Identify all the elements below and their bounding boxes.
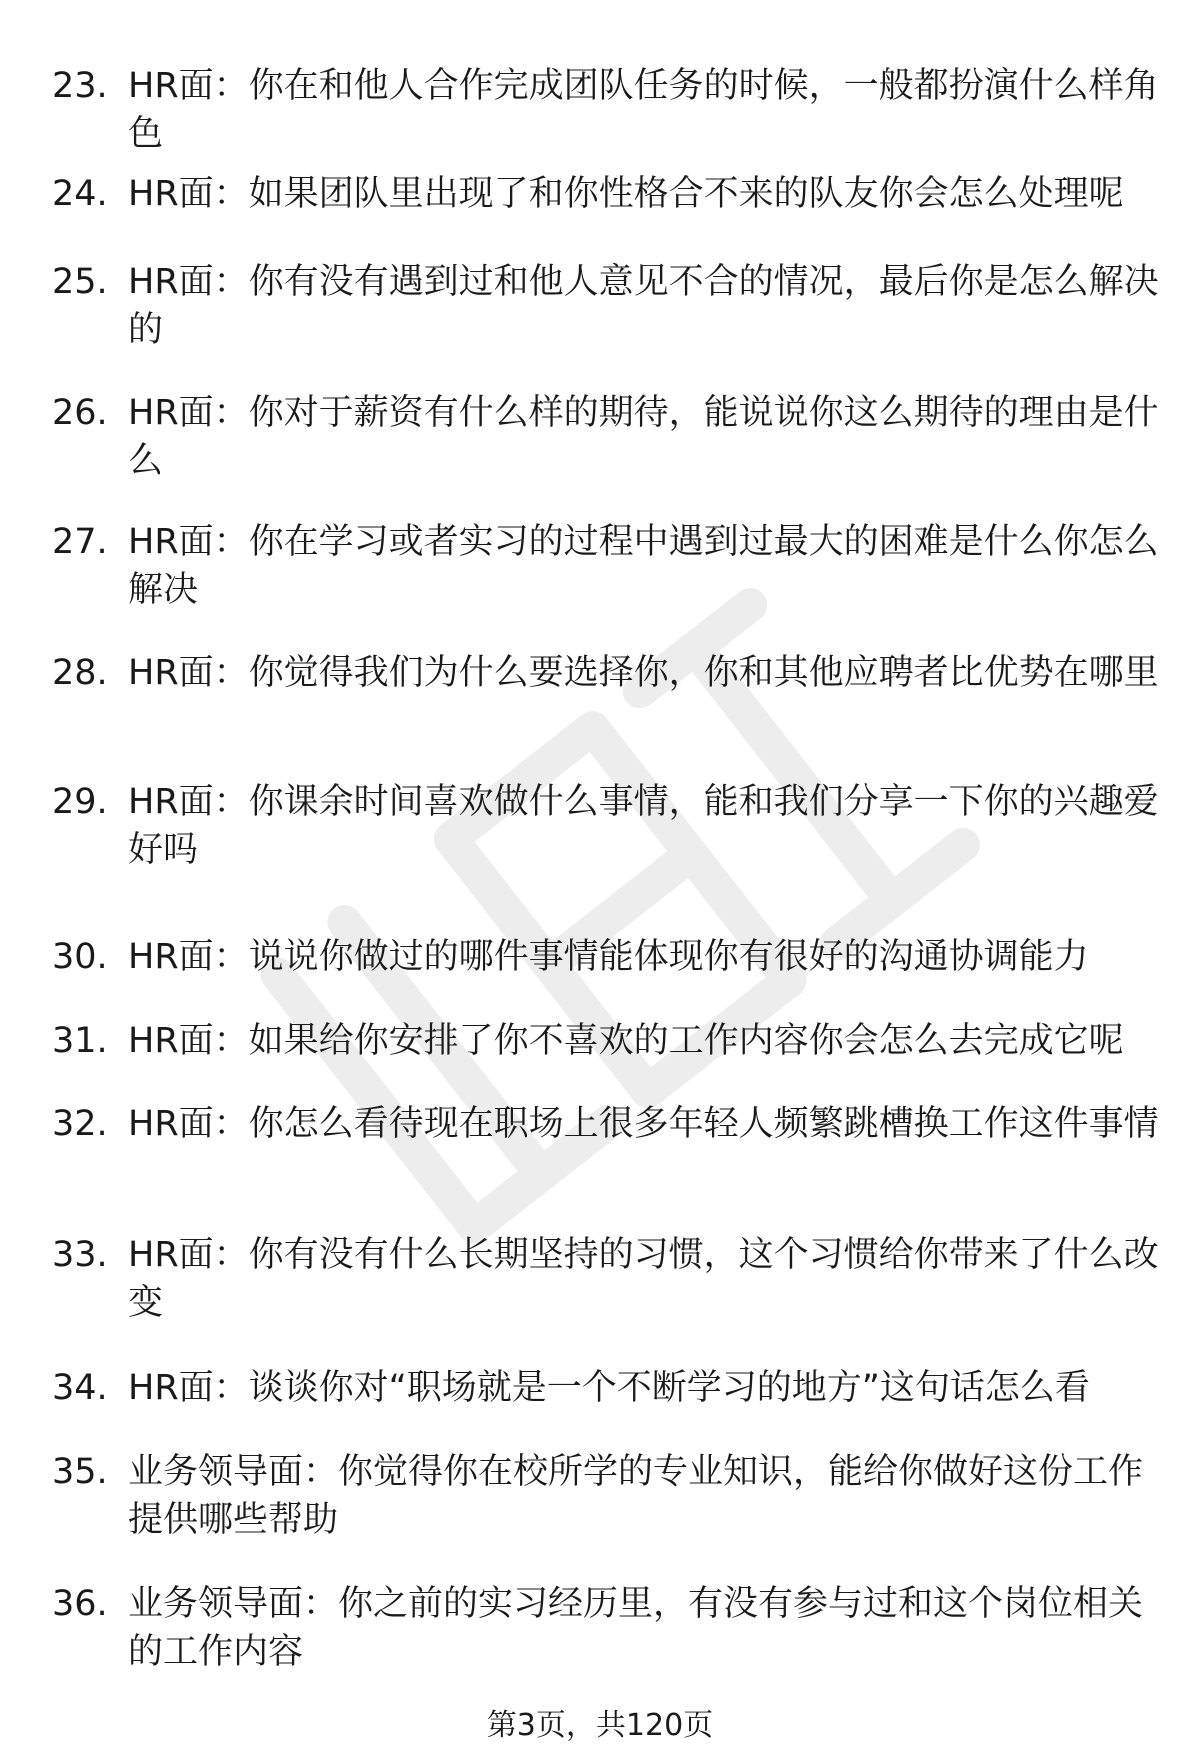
question-text: 业务领导面：你觉得你在校所学的专业知识，能给你做好这份工作提供哪些帮助 xyxy=(128,1452,1144,1540)
question-text: HR面：你有没有什么长期坚持的习惯，这个习惯给你带来了什么改变 xyxy=(128,1235,1159,1323)
page-number-footer: 第3页，共120页 xyxy=(486,1708,714,1743)
question-number: 33. xyxy=(52,1235,108,1275)
question-text: HR面：你觉得我们为什么要选择你，你和其他应聘者比优势在哪里 xyxy=(128,653,1159,693)
question-text: HR面：谈谈你对“职场就是一个不断学习的地方”这句话怎么看 xyxy=(128,1368,1090,1408)
question-number: 30. xyxy=(52,937,108,977)
question-number: 24. xyxy=(52,174,108,214)
question-number: 32. xyxy=(52,1104,108,1144)
question-text: HR面：如果团队里出现了和你性格合不来的队友你会怎么处理呢 xyxy=(128,174,1124,214)
question-number: 29. xyxy=(52,782,108,822)
question-text: HR面：如果给你安排了你不喜欢的工作内容你会怎么去完成它呢 xyxy=(128,1021,1124,1061)
question-text: HR面：你课余时间喜欢做什么事情，能和我们分享一下你的兴趣爱好吗 xyxy=(128,782,1159,870)
question-number: 35. xyxy=(52,1452,108,1492)
question-text: HR面：你在和他人合作完成团队任务的时候，一般都扮演什么样角色 xyxy=(128,66,1159,154)
question-number: 34. xyxy=(52,1368,108,1408)
question-text: 业务领导面：你之前的实习经历里，有没有参与过和这个岗位相关的工作内容 xyxy=(128,1584,1144,1672)
question-number: 25. xyxy=(52,262,108,302)
question-text: HR面：你怎么看待现在职场上很多年轻人频繁跳槽换工作这件事情 xyxy=(128,1104,1159,1144)
question-number: 26. xyxy=(52,393,108,433)
question-number: 27. xyxy=(52,522,108,562)
question-text: HR面：你在学习或者实习的过程中遇到过最大的困难是什么你怎么解决 xyxy=(128,522,1159,610)
question-text: HR面：你对于薪资有什么样的期待，能说说你这么期待的理由是什么 xyxy=(128,393,1159,481)
question-text: HR面：你有没有遇到过和他人意见不合的情况，最后你是怎么解决的 xyxy=(128,262,1159,350)
question-number: 31. xyxy=(52,1021,108,1061)
question-number: 36. xyxy=(52,1584,108,1624)
question-number: 28. xyxy=(52,653,108,693)
question-text: HR面：说说你做过的哪件事情能体现你有很好的沟通协调能力 xyxy=(128,937,1089,977)
question-number: 23. xyxy=(52,66,108,106)
